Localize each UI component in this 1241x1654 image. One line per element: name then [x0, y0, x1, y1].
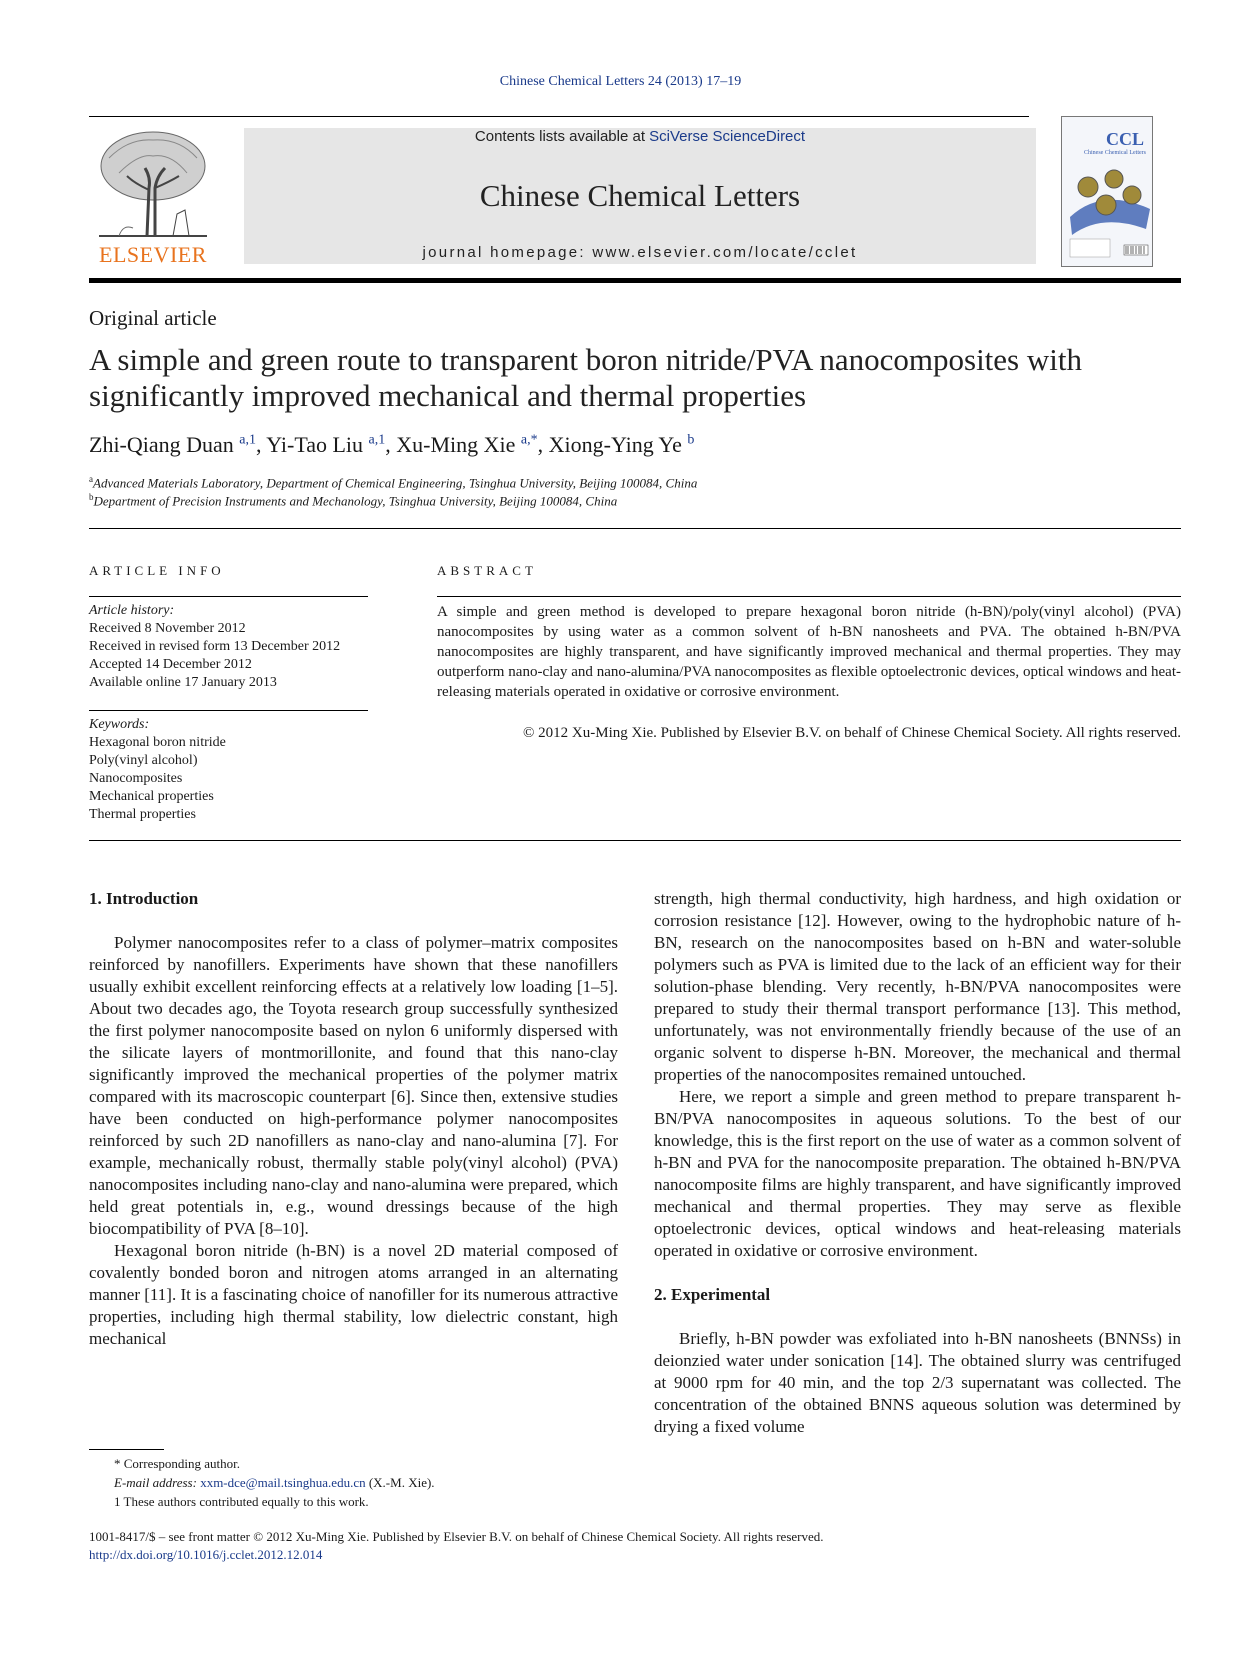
paragraph: strength, high thermal conductivity, high hardness, and high oxidation or corrosion resistance [12]. However, owing to the hydrophobic nature of h-BN, research on the nanocomposites based on h-BN and water-soluble polymers such as PVA is limited due to the lack of an efficient way for their solution-phase blending. Very recently, h-BN/PVA nanocomposites were prepared to study their thermal transport performance [13]. This method, unfortunately, was not environmentally friendly because of the use of an organic solvent to disperse h-BN. Moreover, the mechanical and thermal properties of the nanocomposites remained untouched. — [654, 889, 1181, 1084]
keyword: Poly(vinyl alcohol) — [89, 753, 198, 768]
section-rule — [89, 840, 1181, 841]
author-affiliation-mark[interactable]: a,* — [520, 432, 538, 448]
cover-title: CCL — [1105, 129, 1144, 149]
article-type: Original article — [89, 306, 217, 330]
journal-homepage-link[interactable]: journal homepage: www.elsevier.com/locate/cclet — [422, 244, 858, 261]
history-item: Accepted 14 December 2012 — [89, 657, 252, 672]
elsevier-tree-icon — [89, 128, 217, 240]
section-rule — [89, 596, 368, 597]
abstract-copyright: © 2012 Xu-Ming Xie. Published by Elsevier B.V. on behalf of Chinese Chemical Society. All rights reserved. — [523, 725, 1181, 741]
equal-contribution-note: 1 These authors contributed equally to this work. — [114, 1494, 369, 1509]
keyword: Nanocomposites — [89, 771, 183, 786]
section-heading: 2. Experimental — [654, 1285, 771, 1304]
paragraph: Polymer nanocomposites refer to a class of polymer–matrix composites reinforced by nanofillers. Experiments have shown that these nanofillers usually exhibit excellent reinforcing effects at a relatively low loading [1–5]. About two decades ago, the Toyota research group successfully synthesized the first polymer nanocomposite based on nylon 6 uniformly dispersed with the silicate layers of montmorillonite, and found that this nano-clay significantly improved the mechanical properties of the polymer matrix compared with its macroscopic counterpart [6]. Since then, extensive studies have been conducted on high-performance polymer nanocomposites reinforced by such 2D nanofillers as nano-clay and nano-alumina [7]. For example, mechanically robust, thermally stable poly(vinyl alcohol) (PVA) nanocomposites including nano-clay and nano-alumina were prepared, which held great potentials in, e.g., wound dressings because of the high biocompatibility of PVA [8–10]. — [89, 933, 618, 1238]
article-history — [89, 602, 340, 692]
front-matter-text: 1001-8417/$ – see front matter © 2012 Xu-Ming Xie. Published by Elsevier B.V. on behalf of Chinese Chemical Society. All rights reserved. — [89, 1529, 824, 1544]
contents-line — [244, 128, 1036, 145]
affiliation-mark: b — [89, 492, 94, 502]
journal-cover-image — [1061, 116, 1153, 267]
body-left-column — [89, 888, 618, 1350]
section-rule — [89, 528, 1181, 529]
affiliation-a — [89, 474, 697, 491]
author-name: Zhi-Qiang Duan — [89, 432, 234, 457]
author-list: Zhi-Qiang Duan $^{a,1}$, Yi-Tao Liu $^{a,1}$, Xu-Ming Xie $^{a,*}$, Xiong-Ying Ye $^b$ — [89, 432, 695, 457]
author-name: Yi-Tao Liu — [266, 432, 364, 457]
elsevier-logo — [89, 128, 217, 268]
email-link[interactable]: xxm-dce@mail.tsinghua.edu.cn — [200, 1475, 366, 1490]
section-heading: 1. Introduction — [89, 889, 199, 908]
contents-prefix: Contents lists available at — [474, 128, 650, 145]
corresponding-author-note: * Corresponding author. — [114, 1456, 241, 1471]
paragraph: Briefly, h-BN powder was exfoliated into h-BN nanosheets (BNNSs) in deionzied water under sonication [14]. The obtained slurry was centrifuged at 9000 rpm for 40 min, and the top 2/3 supernatant was collected. The concentration of the obtained BNNS aqueous solution was determined by drying a fixed volume — [654, 1329, 1181, 1436]
affiliation-text: Advanced Materials Laboratory, Department of Chemical Engineering, Tsinghua University, Beijing 100084, China — [93, 475, 698, 491]
paragraph: Here, we report a simple and green method to prepare transparent h-BN/PVA nanocomposites in aqueous solutions. To the best of our knowledge, this is the first report on the use of water as a common solvent of h-BN and PVA for the nanocomposite preparation. The obtained h-BN/PVA nanocomposite films are highly transparent, and have significantly improved mechanical and thermal properties. They may serve as flexible optoelectronic devices, optical windows and heat-releasing materials operated in oxidative or corrosive environment. — [654, 1087, 1181, 1260]
footnotes — [89, 1454, 609, 1511]
journal-banner — [244, 128, 1036, 264]
affiliation-mark: a — [89, 474, 93, 484]
keyword: Hexagonal boron nitride — [89, 735, 226, 750]
keyword: Thermal properties — [89, 807, 196, 822]
affiliation-text: Department of Precision Instruments and Mechanology, Tsinghua University, Beijing 100084, China — [93, 493, 618, 509]
cover-subtitle: Chinese Chemical Letters — [1084, 150, 1146, 156]
author-name: Xu-Ming Xie — [396, 432, 516, 457]
author-affiliation-mark[interactable]: b — [687, 432, 695, 448]
journal-title: Chinese Chemical Letters — [479, 178, 801, 213]
body-right-column — [654, 888, 1181, 1438]
keywords-label: Keywords: — [89, 717, 150, 732]
author-name: Xiong-Ying Ye — [548, 432, 682, 457]
affiliation-b — [89, 492, 617, 509]
keyword: Mechanical properties — [89, 789, 214, 804]
cover-art-icon — [1062, 117, 1153, 267]
keywords — [89, 716, 226, 824]
section-rule — [437, 596, 1181, 597]
author-affiliation-mark[interactable]: a,1 — [239, 432, 257, 448]
history-label: Article history: — [89, 603, 175, 618]
email-label: E-mail address: — [114, 1475, 201, 1490]
history-item: Received in revised form 13 December 2012 — [89, 639, 341, 654]
sciencedirect-link[interactable]: SciVerse ScienceDirect — [649, 128, 806, 145]
history-item: Received 8 November 2012 — [89, 621, 246, 636]
history-item: Available online 17 January 2013 — [89, 675, 277, 690]
front-matter — [89, 1528, 1181, 1564]
section-rule — [89, 710, 368, 711]
article-info-heading: ARTICLE INFO — [89, 563, 225, 578]
paragraph: Hexagonal boron nitride (h-BN) is a novel 2D material composed of covalently bonded boron and nitrogen atoms arranged in an alternating manner [11]. It is a fascinating choice of nanofiller for its numerous attractive properties, including high thermal stability, low dielectric constant, high mechanical — [89, 1241, 618, 1348]
header-thick-rule — [89, 278, 1181, 283]
abstract-heading: ABSTRACT — [437, 563, 537, 578]
journal-reference[interactable]: Chinese Chemical Letters 24 (2013) 17–19 — [499, 74, 742, 89]
header-rule — [89, 116, 1029, 117]
email-suffix: (X.-M. Xie). — [365, 1475, 435, 1490]
footnote-rule — [89, 1449, 164, 1450]
elsevier-wordmark: ELSEVIER — [99, 242, 207, 267]
email-note — [89, 1473, 609, 1492]
abstract-text: A simple and green method is developed to prepare hexagonal boron nitride (h-BN)/poly(vinyl alcohol) (PVA) nanocomposites by using water as a common solvent of h-BN nanosheets and PVA. The obtained h-BN/PVA nanocomposites are highly transparent, and have significantly improved mechanical and thermal properties. They may outperform nano-clay and nano-alumina/PVA nanocomposites as flexible optoelectronic devices, optical windows and heat-releasing materials operated in oxidative or corrosive environment. — [437, 604, 1181, 700]
article-title: A simple and green route to transparent boron nitride/PVA nanocomposites with significantly improved mechanical and thermal properties — [89, 342, 1082, 413]
doi-link[interactable]: http://dx.doi.org/10.1016/j.cclet.2012.12.014 — [89, 1547, 323, 1562]
author-affiliation-mark[interactable]: a,1 — [368, 432, 386, 448]
